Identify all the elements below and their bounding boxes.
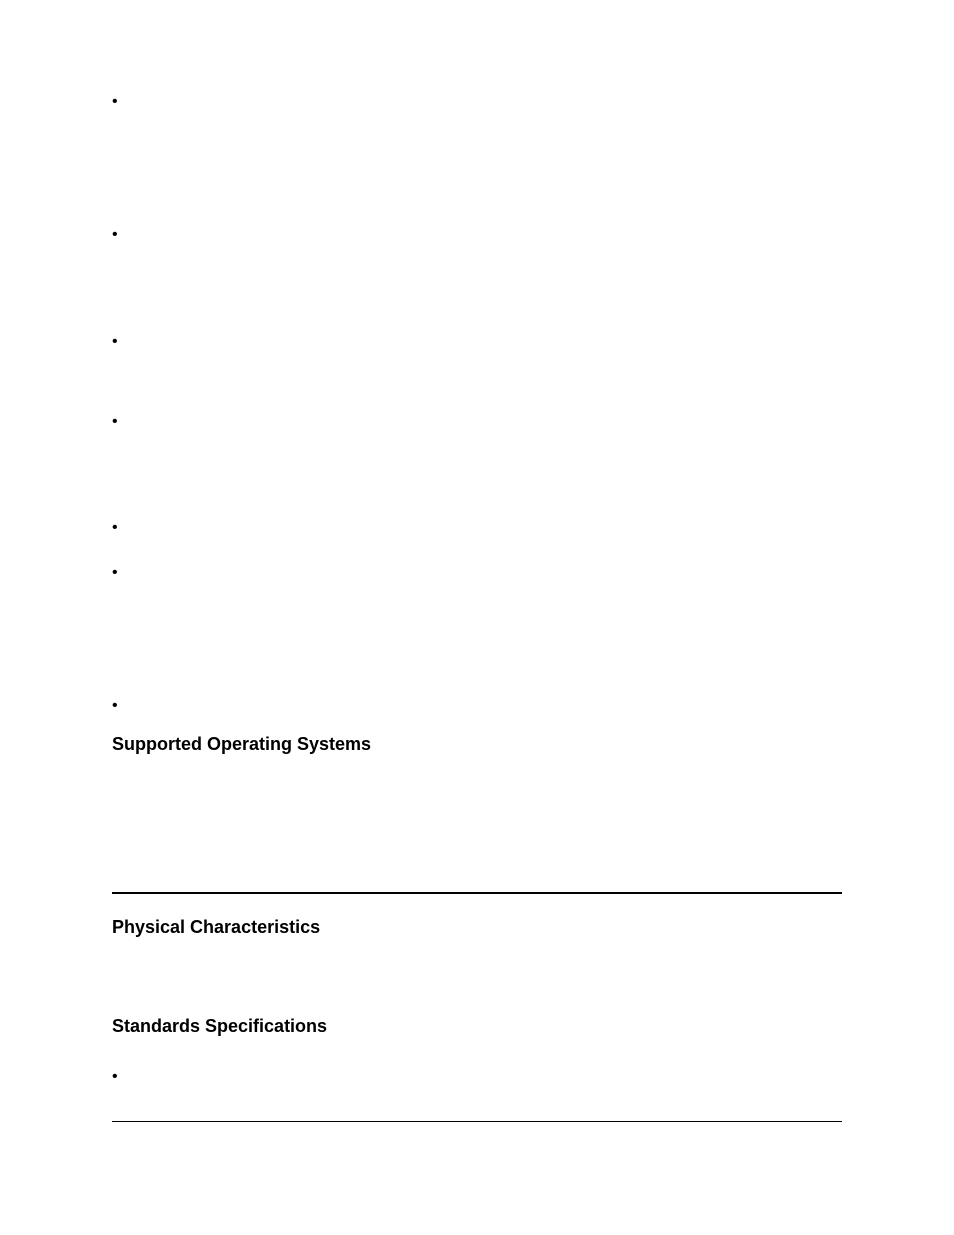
list-bullet: • xyxy=(112,226,118,243)
physical-characteristics-heading: Physical Characteristics xyxy=(112,917,321,937)
bottom-divider xyxy=(112,1121,842,1122)
list-bullet: • xyxy=(112,697,118,714)
section-divider xyxy=(112,892,842,894)
standards-specifications-heading: Standards Specifications xyxy=(112,1016,328,1036)
list-bullet: • xyxy=(112,413,118,430)
list-bullet: • xyxy=(112,519,118,536)
list-bullet: • xyxy=(112,333,118,350)
supported-os-heading: Supported Operating Systems xyxy=(112,734,372,754)
list-bullet: • xyxy=(112,93,118,110)
list-bullet: • xyxy=(112,564,118,581)
list-bullet: • xyxy=(112,1068,118,1085)
